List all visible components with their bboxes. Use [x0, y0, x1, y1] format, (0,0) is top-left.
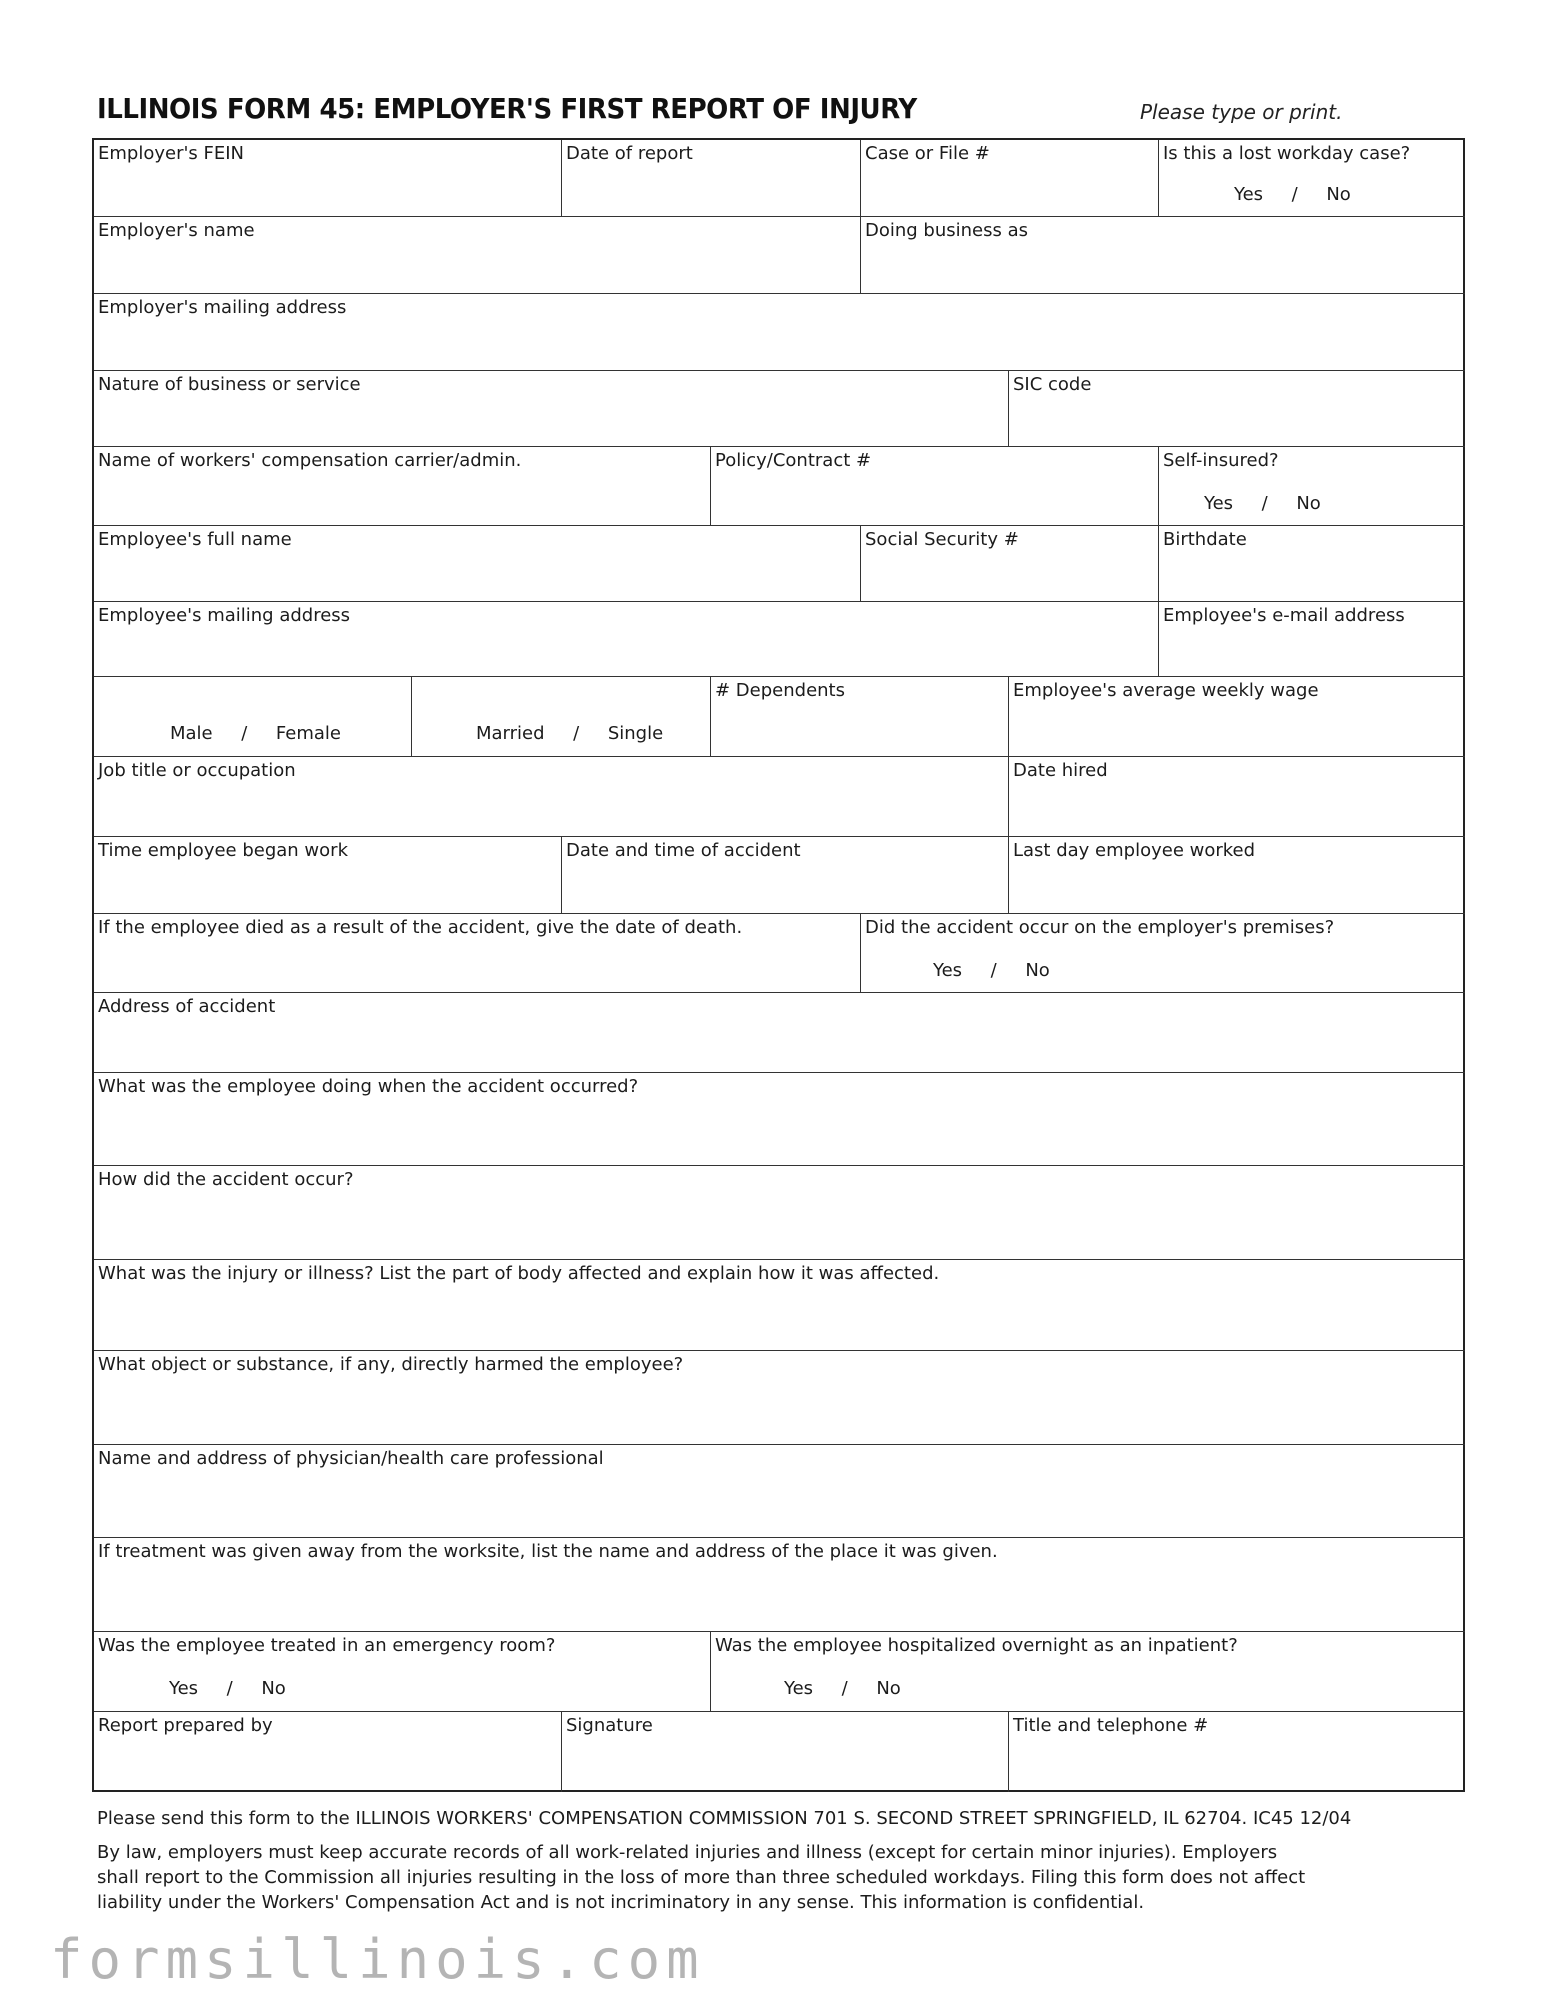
dependents-field[interactable] — [711, 677, 1009, 757]
employer-fein-field[interactable] — [94, 140, 562, 217]
last-day-worked-label: Last day employee worked — [1013, 840, 1256, 861]
weekly-wage-field[interactable] — [1009, 677, 1465, 757]
employer-mailing-address-label: Employer's mailing address — [98, 297, 347, 318]
employee-mailing-address-field[interactable] — [94, 602, 1159, 677]
lost-workday-field[interactable] — [1159, 140, 1465, 217]
object-substance-field[interactable] — [94, 1351, 1465, 1445]
doing-business-as-label: Doing business as — [865, 220, 1029, 241]
employer-fein-label: Employer's FEIN — [98, 143, 245, 164]
carrier-name-label: Name of workers' compensation carrier/admin. — [98, 450, 522, 471]
object-substance-label: What object or substance, if any, directly harmed the employee? — [98, 1354, 684, 1375]
self-insured-yes-no-option[interactable]: Yes / No — [1204, 493, 1321, 514]
prepared-by-label: Report prepared by — [98, 1715, 273, 1736]
employee-full-name-label: Employee's full name — [98, 529, 292, 550]
male-female-option[interactable]: Male / Female — [170, 723, 341, 744]
prepared-by-field[interactable] — [94, 1712, 562, 1792]
self-insured-label: Self-insured? — [1163, 450, 1279, 471]
date-hired-label: Date hired — [1013, 760, 1108, 781]
date-of-death-label: If the employee died as a result of the accident, give the date of death. — [98, 917, 743, 938]
carrier-name-field[interactable] — [94, 447, 711, 526]
legal-notice: By law, employers must keep accurate records of all work-related injuries and illness (except for certain minor injuries). Employers shall report to the Commission all injuries resulting in the loss of more than three scheduled workdays. Filing this form does not affect liability under the Workers' Compensation Act and is not incriminatory in any sense. This information is confidential. — [97, 1842, 1306, 1913]
birthdate-field[interactable] — [1159, 526, 1465, 602]
sic-code-field[interactable] — [1009, 371, 1465, 447]
mailing-instructions: Please send this form to the ILLINOIS WORKERS' COMPENSATION COMMISSION 701 S. SECOND STREET SPRINGFIELD, IL 62704. IC45 12/04 — [97, 1808, 1352, 1829]
employer-mailing-address-field[interactable] — [94, 294, 1465, 371]
employee-doing-field[interactable] — [94, 1073, 1465, 1166]
hospitalized-field[interactable] — [711, 1632, 1465, 1712]
injury-report-form — [92, 138, 1465, 1792]
married-single-option[interactable]: Married / Single — [476, 723, 664, 744]
on-premises-field[interactable] — [861, 914, 1465, 993]
social-security-field[interactable] — [861, 526, 1159, 602]
title-telephone-label: Title and telephone # — [1013, 1715, 1209, 1736]
time-began-work-field[interactable] — [94, 837, 562, 914]
job-title-field[interactable] — [94, 757, 1009, 837]
case-file-field[interactable] — [861, 140, 1159, 217]
sex-field[interactable] — [94, 677, 412, 757]
date-of-death-field[interactable] — [94, 914, 861, 993]
treatment-location-field[interactable] — [94, 1538, 1465, 1632]
hospitalized-yes-no-option[interactable]: Yes / No — [784, 1678, 901, 1699]
injury-illness-field[interactable] — [94, 1260, 1465, 1351]
date-of-report-label: Date of report — [566, 143, 693, 164]
employer-name-label: Employer's name — [98, 220, 255, 241]
signature-label: Signature — [566, 1715, 653, 1736]
site-watermark: formsillinois.com — [50, 1928, 705, 1991]
birthdate-label: Birthdate — [1163, 529, 1247, 550]
lost-workday-yes-no-option[interactable]: Yes / No — [1234, 184, 1351, 205]
last-day-worked-field[interactable] — [1009, 837, 1465, 914]
date-of-report-field[interactable] — [562, 140, 861, 217]
nature-of-business-field[interactable] — [94, 371, 1009, 447]
job-title-label: Job title or occupation — [98, 760, 296, 781]
on-premises-yes-no-option[interactable]: Yes / No — [933, 960, 1050, 981]
emergency-room-label: Was the employee treated in an emergency room? — [98, 1635, 556, 1656]
emergency-room-yes-no-option[interactable]: Yes / No — [169, 1678, 286, 1699]
marital-status-field[interactable] — [412, 677, 711, 757]
sic-code-label: SIC code — [1013, 374, 1092, 395]
emergency-room-field[interactable] — [94, 1632, 711, 1712]
accident-address-field[interactable] — [94, 993, 1465, 1073]
weekly-wage-label: Employee's average weekly wage — [1013, 680, 1319, 701]
date-time-accident-label: Date and time of accident — [566, 840, 801, 861]
employee-email-field[interactable] — [1159, 602, 1465, 677]
lost-workday-label: Is this a lost workday case? — [1163, 143, 1411, 164]
employee-mailing-address-label: Employee's mailing address — [98, 605, 351, 626]
case-file-label: Case or File # — [865, 143, 990, 164]
signature-field[interactable] — [562, 1712, 1009, 1792]
physician-field[interactable] — [94, 1445, 1465, 1538]
how-occurred-label: How did the accident occur? — [98, 1169, 354, 1190]
hospitalized-label: Was the employee hospitalized overnight as an inpatient? — [715, 1635, 1238, 1656]
physician-label: Name and address of physician/health care professional — [98, 1448, 604, 1469]
form-title: ILLINOIS FORM 45: EMPLOYER'S FIRST REPORT OF INJURY — [97, 92, 917, 125]
treatment-location-label: If treatment was given away from the worksite, list the name and address of the place it was given. — [98, 1541, 998, 1562]
title-telephone-field[interactable] — [1009, 1712, 1465, 1792]
how-occurred-field[interactable] — [94, 1166, 1465, 1260]
accident-address-label: Address of accident — [98, 996, 276, 1017]
doing-business-as-field[interactable] — [861, 217, 1465, 294]
self-insured-field[interactable] — [1159, 447, 1465, 526]
employee-full-name-field[interactable] — [94, 526, 861, 602]
policy-contract-field[interactable] — [711, 447, 1159, 526]
type-or-print-instruction: Please type or print. — [1140, 100, 1343, 124]
employee-doing-label: What was the employee doing when the accident occurred? — [98, 1076, 639, 1097]
employer-name-field[interactable] — [94, 217, 861, 294]
nature-of-business-label: Nature of business or service — [98, 374, 361, 395]
time-began-work-label: Time employee began work — [98, 840, 348, 861]
on-premises-label: Did the accident occur on the employer's premises? — [865, 917, 1335, 938]
injury-illness-label: What was the injury or illness? List the part of body affected and explain how it was affected. — [98, 1263, 940, 1284]
policy-contract-label: Policy/Contract # — [715, 450, 872, 471]
employee-email-label: Employee's e-mail address — [1163, 605, 1405, 626]
dependents-label: # Dependents — [715, 680, 845, 701]
social-security-label: Social Security # — [865, 529, 1019, 550]
date-time-accident-field[interactable] — [562, 837, 1009, 914]
date-hired-field[interactable] — [1009, 757, 1465, 837]
